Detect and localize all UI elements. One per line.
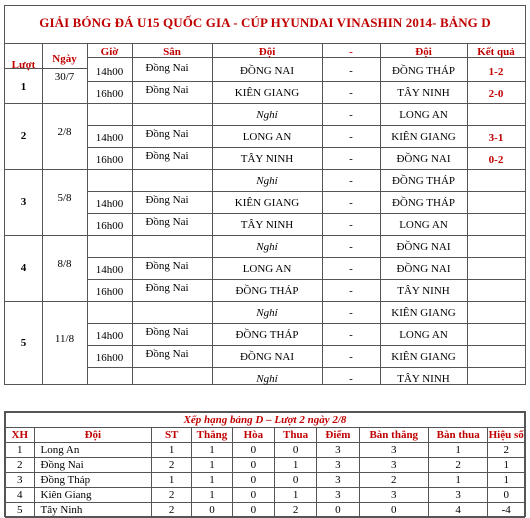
standings-cell: 3 <box>359 443 428 458</box>
standings-cell: Tây Ninh <box>34 503 152 518</box>
standings-cell: 0 <box>232 443 274 458</box>
standings-cell: 4 <box>6 488 35 503</box>
header-venue: Sân <box>163 46 181 58</box>
schedule-title: GIẢI BÓNG ĐÁ U15 QUỐC GIA - CÚP HYUNDAI VINASHIN 2014- BẢNG D <box>39 15 491 30</box>
match-team1: ĐỒNG THÁP <box>235 329 299 341</box>
match-time: 16h00 <box>95 154 124 166</box>
standings-cell: 0 <box>274 443 316 458</box>
match-team2: LONG AN <box>399 219 448 231</box>
round-number: 4 <box>20 262 27 274</box>
match-dash: - <box>349 307 353 319</box>
match-team2: KIÊN GIANG <box>391 351 456 363</box>
standings-cell: 2 <box>428 458 488 473</box>
match-divider <box>87 125 525 126</box>
standings-cell: 1 <box>6 443 35 458</box>
match-dash: - <box>349 197 353 209</box>
standings-header: Hòa <box>232 428 274 443</box>
date-divider <box>42 235 87 236</box>
header-team2: Đội <box>415 46 432 58</box>
standings-cell: 2 <box>274 503 316 518</box>
standings-cell: 1 <box>192 458 233 473</box>
match-divider <box>87 323 525 324</box>
match-venue: Đồng Nai <box>145 62 189 74</box>
match-venue: Đồng Nai <box>145 194 189 206</box>
match-team1: TÂY NINH <box>240 219 294 231</box>
match-divider <box>87 213 525 214</box>
match-divider <box>87 147 525 148</box>
standings-cell: Đồng Tháp <box>34 473 152 488</box>
standings-row <box>6 458 525 473</box>
standings-cell: 3 <box>317 443 359 458</box>
date-divider <box>42 169 87 170</box>
match-team1: Nghỉ <box>256 307 278 319</box>
standings-cell: -4 <box>488 503 525 518</box>
schedule-panel <box>4 5 526 385</box>
match-dash: - <box>349 241 353 253</box>
round-number: 5 <box>20 336 27 349</box>
standings-cell: 1 <box>488 473 525 488</box>
round-number: 2 <box>20 130 27 142</box>
match-dash: - <box>349 175 353 187</box>
match-time: 16h00 <box>95 352 124 364</box>
round-divider <box>5 169 42 170</box>
standings-header: XH <box>6 428 35 443</box>
standings-cell: 0 <box>192 503 233 518</box>
match-dash: - <box>349 263 353 275</box>
standings-cell: Long An <box>34 443 152 458</box>
standings-row <box>6 503 525 518</box>
match-divider <box>87 103 525 104</box>
match-team2: LONG AN <box>399 329 448 341</box>
round-date: 30/7 <box>54 71 75 83</box>
date-divider <box>42 301 87 302</box>
match-venue: Đồng Nai <box>145 128 189 140</box>
match-team2: ĐỒNG NAI <box>396 263 451 275</box>
round-date: 5/8 <box>57 192 72 204</box>
date-divider <box>42 103 87 104</box>
standings-row <box>6 443 525 458</box>
match-venue: Đồng Nai <box>145 260 189 272</box>
match-dash: - <box>349 153 353 165</box>
match-time: 14h00 <box>95 264 124 276</box>
standings-table <box>5 412 525 518</box>
match-divider <box>87 169 525 170</box>
match-venue: Đồng Nai <box>145 84 189 96</box>
match-team2: ĐỒNG NAI <box>396 241 451 253</box>
match-team1: KIÊN GIANG <box>234 197 300 209</box>
round-number: 3 <box>20 196 27 208</box>
match-divider <box>87 191 525 192</box>
match-result: 1-2 <box>488 66 504 78</box>
match-team2: ĐỒNG NAI <box>396 153 451 165</box>
match-team2: ĐỒNG THÁP <box>391 175 456 187</box>
round-divider <box>5 301 42 302</box>
match-team2: KIÊN GIANG <box>391 131 456 143</box>
match-divider <box>87 301 525 302</box>
standings-title: Xếp hạng bảng D – Lượt 2 ngày 2/8 <box>6 413 525 428</box>
standings-header: Bàn thua <box>428 428 488 443</box>
match-dash: - <box>349 219 353 231</box>
match-venue: Đồng Nai <box>145 282 189 294</box>
standings-row <box>6 488 525 503</box>
match-result: 0-2 <box>488 154 504 166</box>
header-divider <box>87 57 525 58</box>
standings-panel <box>4 411 526 517</box>
standings-header: Đội <box>34 428 152 443</box>
standings-cell: 3 <box>428 488 488 503</box>
standings-cell: 3 <box>359 458 428 473</box>
standings-cell: 0 <box>488 488 525 503</box>
match-team1: ĐỒNG NAI <box>239 65 295 77</box>
match-dash: - <box>349 373 353 385</box>
match-time: 14h00 <box>95 66 124 78</box>
standings-cell: 2 <box>6 458 35 473</box>
match-divider <box>87 279 525 280</box>
match-team2: TÂY NINH <box>397 373 450 385</box>
standings-cell: 0 <box>232 458 274 473</box>
match-team1: ĐỒNG NAI <box>239 351 295 363</box>
match-time: 16h00 <box>95 286 124 298</box>
match-team2: LONG AN <box>399 109 448 121</box>
round-date: 8/8 <box>57 258 72 270</box>
standings-header: Thắng <box>192 428 233 443</box>
standings-cell: 0 <box>232 473 274 488</box>
standings-cell: 1 <box>192 443 233 458</box>
match-team2: KIÊN GIANG <box>391 307 456 319</box>
match-team1: ĐỒNG THÁP <box>235 285 299 297</box>
standings-cell: Đồng Nai <box>34 458 152 473</box>
match-team2: TÂY NINH <box>397 87 450 99</box>
standings-cell: 1 <box>428 443 488 458</box>
match-team1: LONG AN <box>242 263 292 275</box>
match-divider <box>87 257 525 258</box>
standings-cell: 1 <box>488 458 525 473</box>
header-time: Giờ <box>100 46 119 58</box>
match-team1: LONG AN <box>242 131 292 143</box>
round-divider <box>5 235 42 236</box>
standings-cell: 4 <box>428 503 488 518</box>
standings-cell: 1 <box>152 473 192 488</box>
match-dash: - <box>349 285 353 297</box>
match-venue: Đồng Nai <box>145 150 189 162</box>
standings-cell: 1 <box>274 488 316 503</box>
match-team2: TÂY NINH <box>397 285 450 297</box>
standings-cell: 0 <box>232 503 274 518</box>
col-divider-0 <box>42 43 43 384</box>
header-round: Lượt <box>11 59 36 71</box>
standings-cell: 2 <box>152 503 192 518</box>
match-time: 14h00 <box>95 132 124 144</box>
header-round-divider <box>5 68 87 69</box>
match-team1: Nghỉ <box>256 175 278 187</box>
standings-cell: 3 <box>6 473 35 488</box>
match-divider <box>87 345 525 346</box>
standings-cell: 2 <box>152 458 192 473</box>
match-divider <box>87 81 525 82</box>
match-team2: ĐỒNG THÁP <box>391 197 456 209</box>
match-time: 16h00 <box>95 220 124 232</box>
standings-row <box>6 473 525 488</box>
match-dash: - <box>349 131 353 143</box>
standings-header: Bàn thắng <box>359 428 428 443</box>
round-date: 11/8 <box>54 332 75 345</box>
header-result: Kết quả <box>477 46 515 58</box>
match-team1: Nghỉ <box>256 109 278 121</box>
standings-cell: 2 <box>359 473 428 488</box>
standings-cell: 0 <box>359 503 428 518</box>
match-dash: - <box>349 351 353 363</box>
match-team1: Nghỉ <box>256 241 278 253</box>
match-time: 16h00 <box>95 88 124 100</box>
match-result: 3-1 <box>488 132 504 144</box>
standings-cell: 2 <box>152 488 192 503</box>
match-result: 2-0 <box>488 88 504 100</box>
header-dash: - <box>349 46 353 58</box>
match-dash: - <box>349 87 353 99</box>
match-team1: TÂY NINH <box>240 153 294 165</box>
match-dash: - <box>349 65 353 77</box>
standings-cell: 3 <box>317 458 359 473</box>
standings-cell: 0 <box>317 503 359 518</box>
title-divider <box>5 43 525 44</box>
standings-cell: 1 <box>152 443 192 458</box>
standings-cell: 1 <box>192 488 233 503</box>
standings-header: Hiệu số <box>488 428 524 441</box>
match-dash: - <box>349 109 353 121</box>
match-venue: Đồng Nai <box>145 216 189 228</box>
standings-cell: 1 <box>274 458 316 473</box>
match-venue: Đồng Nai <box>145 326 189 338</box>
match-team1: KIÊN GIANG <box>234 87 300 99</box>
standings-cell: 3 <box>317 488 359 503</box>
match-dash: - <box>349 329 353 341</box>
match-time: 14h00 <box>95 198 124 210</box>
match-time: 14h00 <box>95 330 124 342</box>
header-date: Ngày <box>52 53 77 65</box>
round-date: 2/8 <box>57 126 72 138</box>
standings-cell: 1 <box>192 473 233 488</box>
standings-cell: 3 <box>359 488 428 503</box>
standings-cell: 2 <box>488 443 525 458</box>
standings-cell: 5 <box>6 503 35 518</box>
standings-header: Điểm <box>317 428 359 443</box>
standings-cell: 1 <box>428 473 488 488</box>
match-team2: ĐỒNG THÁP <box>391 65 456 77</box>
standings-cell: 3 <box>317 473 359 488</box>
standings-cell: 0 <box>274 473 316 488</box>
round-number: 1 <box>20 81 27 93</box>
round-divider <box>5 103 42 104</box>
standings-cell: Kiên Giang <box>34 488 152 503</box>
header-team1: Đội <box>258 46 276 58</box>
standings-cell: 0 <box>232 488 274 503</box>
match-team1: Nghỉ <box>256 373 278 385</box>
match-divider <box>87 235 525 236</box>
standings-header: Thua <box>274 428 316 443</box>
match-venue: Đồng Nai <box>145 348 189 360</box>
match-divider <box>87 367 525 368</box>
standings-header: ST <box>152 428 192 443</box>
